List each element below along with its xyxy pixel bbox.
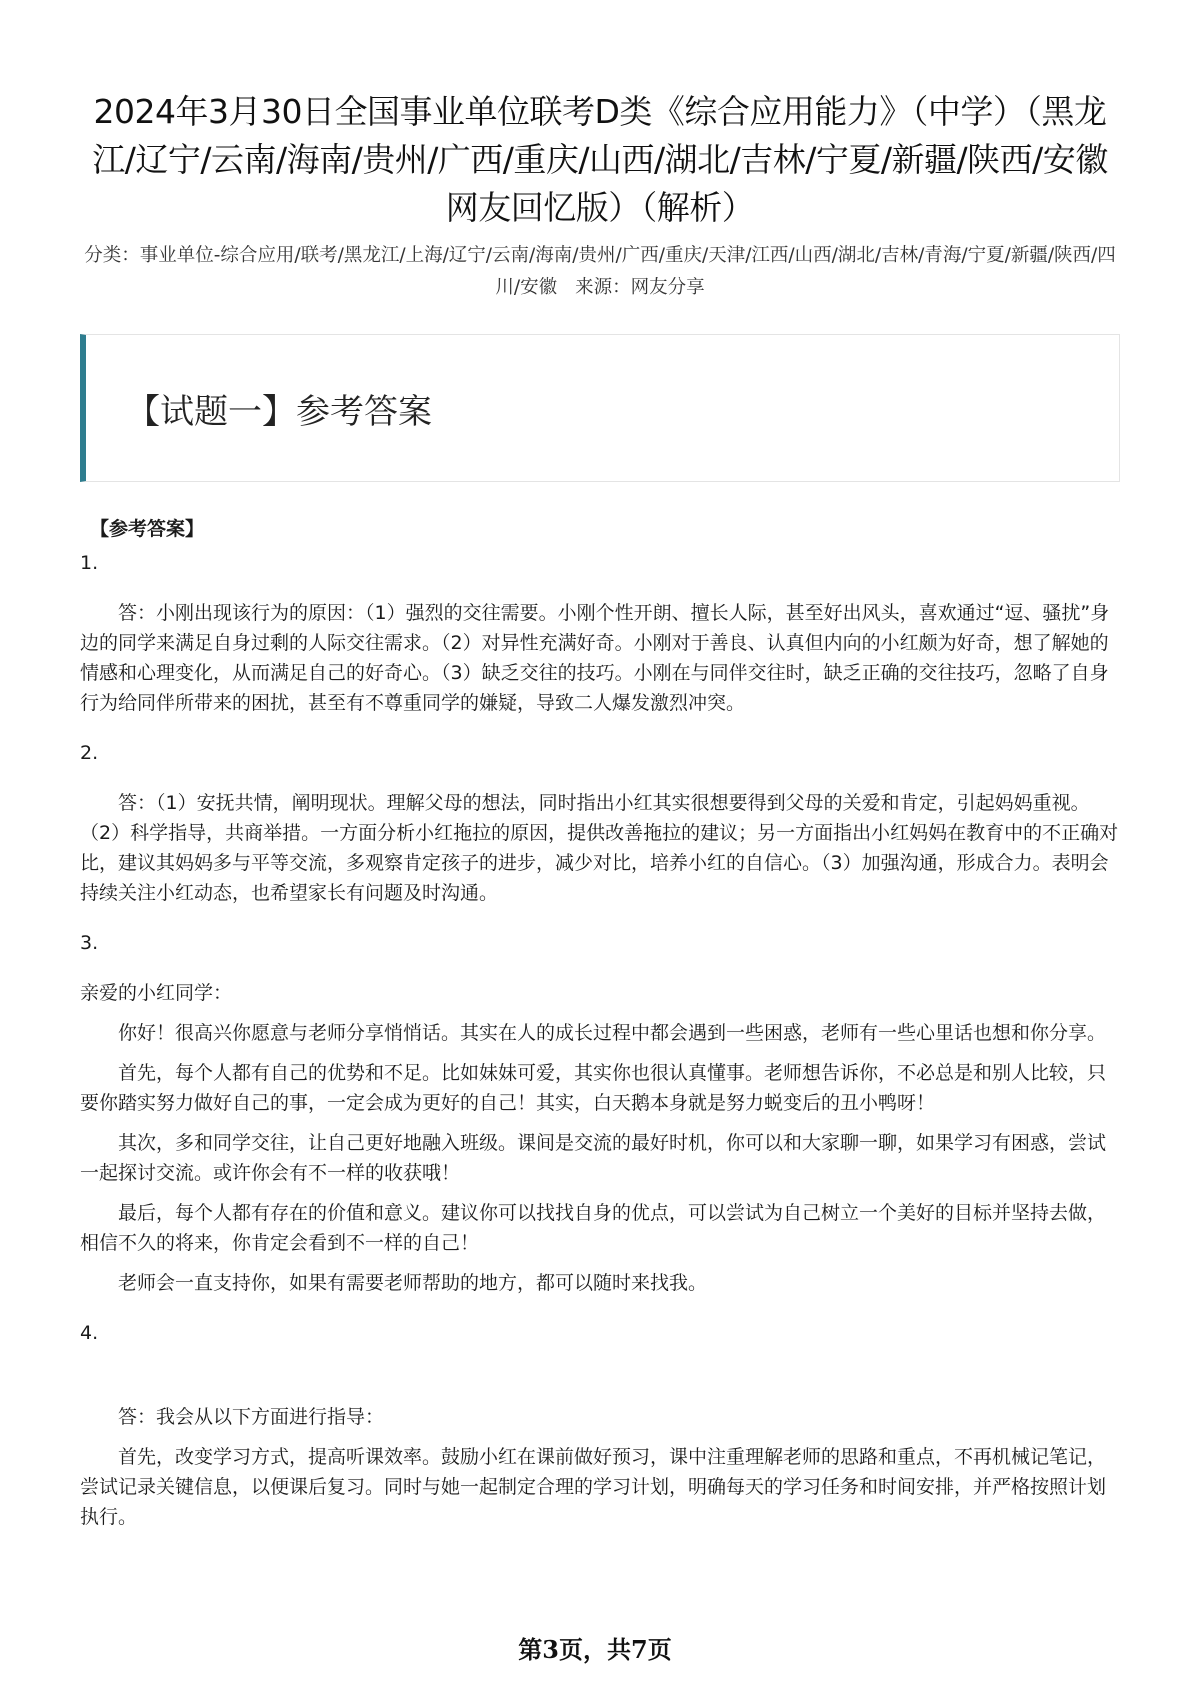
letter-paragraph: 老师会一直支持你，如果有需要老师帮助的地方，都可以随时来找我。 — [118, 1272, 708, 1294]
answer-label: 【参考答案】 — [90, 518, 205, 540]
question-number-2: 2. — [80, 742, 99, 764]
question-number-3: 3. — [80, 932, 99, 954]
page-number: 第3页，共7页 — [518, 1635, 672, 1664]
question-number-4: 4. — [80, 1322, 99, 1344]
letter-paragraph: 你好！很高兴你愿意与老师分享悄悄话。其实在人的成长过程中都会遇到一些困惑，老师有一些心里话也想和你分享。 — [118, 1022, 1107, 1044]
answer-content — [80, 514, 1120, 1532]
document-title: 2024年3月30日全国事业单位联考D类《综合应用能力》（中学）（黑龙江/辽宁/云南/海南/贵州/广西/重庆/山西/湖北/吉林/宁夏/新疆/陕西/安徽网友回忆版）（解析） — [92, 92, 1108, 227]
document-meta — [80, 240, 1120, 304]
letter-paragraph: 首先，每个人都有自己的优势和不足。比如妹妹可爱，其实你也很认真懂事。老师想告诉你，不必总是和别人比较，只要你踏实努力做好自己的事，一定会成为更好的自己！其实，白天鹅本身就是努力蜕变后的丑小鸭呀！ — [80, 1062, 1107, 1114]
letter-paragraph: 其次，多和同学交往，让自己更好地融入班级。课间是交流的最好时机，你可以和大家聊一聊，如果学习有困惑，尝试一起探讨交流。或许你会有不一样的收获哦！ — [80, 1132, 1107, 1184]
answer-paragraph-2: 答：（1）安抚共情，阐明现状。理解父母的想法，同时指出小红其实很想要得到父母的关爱和肯定，引起妈妈重视。（2）科学指导，共商举措。一方面分析小红拖拉的原因，提供改善拖拉的建议；另一方面指出小红妈妈在教育中的不正确对比，建议其妈妈多与平等交流，多观察肯定孩子的进步，减少对比，培养小红的自信心。（3）加强沟通，形成合力。表明会持续关注小红动态，也希望家长有问题及时沟通。 — [80, 792, 1119, 904]
answer-intro-4: 答：我会从以下方面进行指导： — [118, 1406, 385, 1428]
source-text: 来源：网友分享 — [575, 277, 705, 298]
question-number-1: 1. — [80, 552, 99, 574]
category-text: 分类：事业单位-综合应用/联考/黑龙江/上海/辽宁/云南/海南/贵州/广西/重庆/天津/江西/山西/湖北/吉林/青海/宁夏/新疆/陕西/四川/安徽 — [84, 245, 1116, 298]
letter-paragraph: 最后，每个人都有存在的价值和意义。建议你可以找找自身的优点，可以尝试为自己树立一个美好的目标并坚持去做，相信不久的将来，你肯定会看到不一样的自己！ — [80, 1202, 1107, 1254]
answer-paragraph-1: 答：小刚出现该行为的原因：（1）强烈的交往需要。小刚个性开朗、擅长人际，甚至好出风头，喜欢通过“逗、骚扰”身边的同学来满足自身过剩的人际交往需求。（2）对异性充满好奇。小刚对于善良、认真但内向的小红颇为好奇，想了解她的情感和心理变化，从而满足自己的好奇心。（3）缺乏交往的技巧。小刚在与同伴交往时，缺乏正确的交往技巧，忽略了自身行为给同伴所带来的困扰，甚至有不尊重同学的嫌疑，导致二人爆发激烈冲突。 — [80, 602, 1110, 714]
section-title: 【试题一】参考答案 — [126, 391, 432, 432]
document-page — [80, 88, 1120, 1542]
letter-greeting: 亲爱的小红同学： — [80, 982, 233, 1004]
answer-paragraph-4: 首先，改变学习方式，提高听课效率。鼓励小红在课前做好预习，课中注重理解老师的思路和重点，不再机械记笔记，尝试记录关键信息，以便课后复习。同时与她一起制定合理的学习计划，明确每天的学习任务和时间安排，并严格按照计划执行。 — [80, 1446, 1107, 1528]
section-header-box — [80, 334, 1120, 482]
